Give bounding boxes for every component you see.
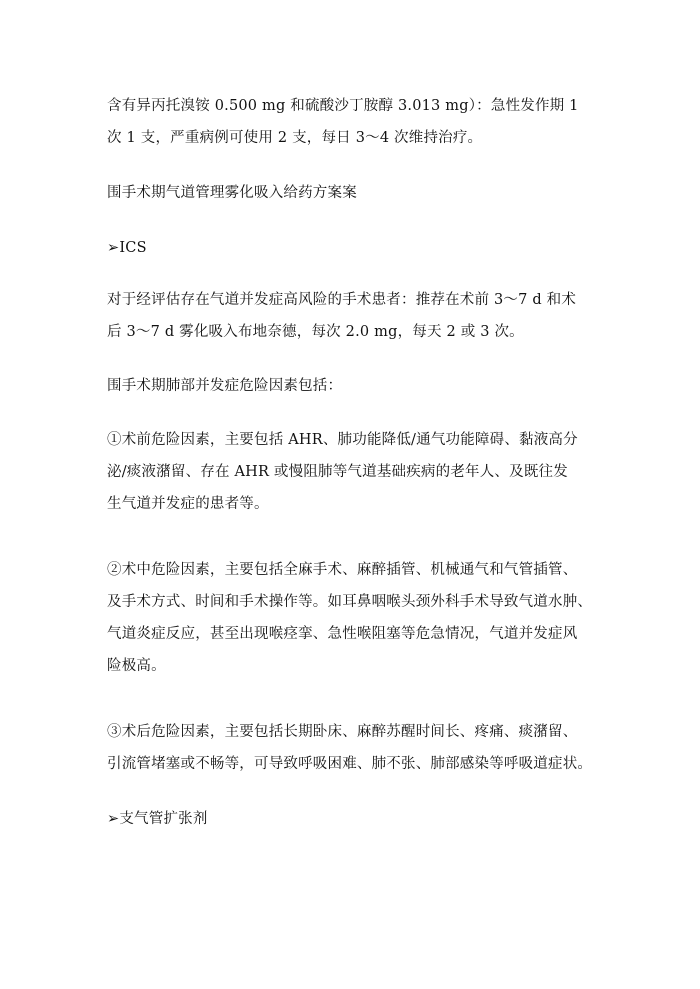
text-line: 对于经评估存在气道并发症高风险的手术患者：推荐在术前 3～7 d 和术: [107, 292, 577, 308]
paragraph-risk-intro: [107, 370, 597, 402]
text-line: 生气道并发症的患者等。: [107, 496, 269, 512]
paragraph-preop-risk: [107, 424, 597, 520]
text-line: 及手术方式、时间和手术操作等。如耳鼻咽喉头颈外科手术导致气道水肿、: [107, 594, 593, 610]
text-line: 后 3～7 d 雾化吸入布地奈德，每次 2.0 mg，每天 2 或 3 次。: [107, 324, 524, 340]
subheading-text: ➢支气管扩张剂: [107, 811, 208, 827]
subheading-ics: [107, 232, 597, 264]
paragraph-postop-risk: [107, 716, 597, 780]
paragraph-dosage: [107, 90, 597, 154]
text-line: ②术中危险因素，主要包括全麻手术、麻醉插管、机械通气和气管插管、: [107, 562, 578, 578]
text-line: 泌/痰液潴留、存在 AHR 或慢阻肺等气道基础疾病的老年人、及既往发: [107, 464, 568, 480]
heading-text: 围手术期气道管理雾化吸入给药方案案: [107, 185, 357, 201]
text-line: 险极高。: [107, 658, 166, 674]
text-line: 气道炎症反应，甚至出现喉痉挛、急性喉阻塞等危急情况，气道并发症风: [107, 626, 578, 642]
text-line: ③术后危险因素，主要包括长期卧床、麻醉苏醒时间长、疼痛、痰潴留、: [107, 724, 578, 740]
text-line: ①术前危险因素，主要包括 AHR、肺功能降低/通气功能障碍、黏液高分: [107, 432, 578, 448]
paragraph-ics-recommendation: [107, 284, 597, 348]
subheading-bronchodilator: [107, 803, 597, 835]
text-line: 次 1 支，严重病例可使用 2 支，每日 3～4 次维持治疗。: [107, 130, 483, 146]
paragraph-intraop-risk: [107, 554, 597, 682]
section-heading: [107, 177, 597, 209]
text-line: 含有异丙托溴铵 0.500 mg 和硫酸沙丁胺醇 3.013 mg）：急性发作期 1: [107, 98, 579, 114]
text-line: 引流管堵塞或不畅等，可导致呼吸困难、肺不张、肺部感染等呼吸道症状。: [107, 756, 593, 772]
text-line: 围手术期肺部并发症危险因素包括：: [107, 378, 343, 394]
subheading-text: ➢ICS: [107, 240, 147, 256]
